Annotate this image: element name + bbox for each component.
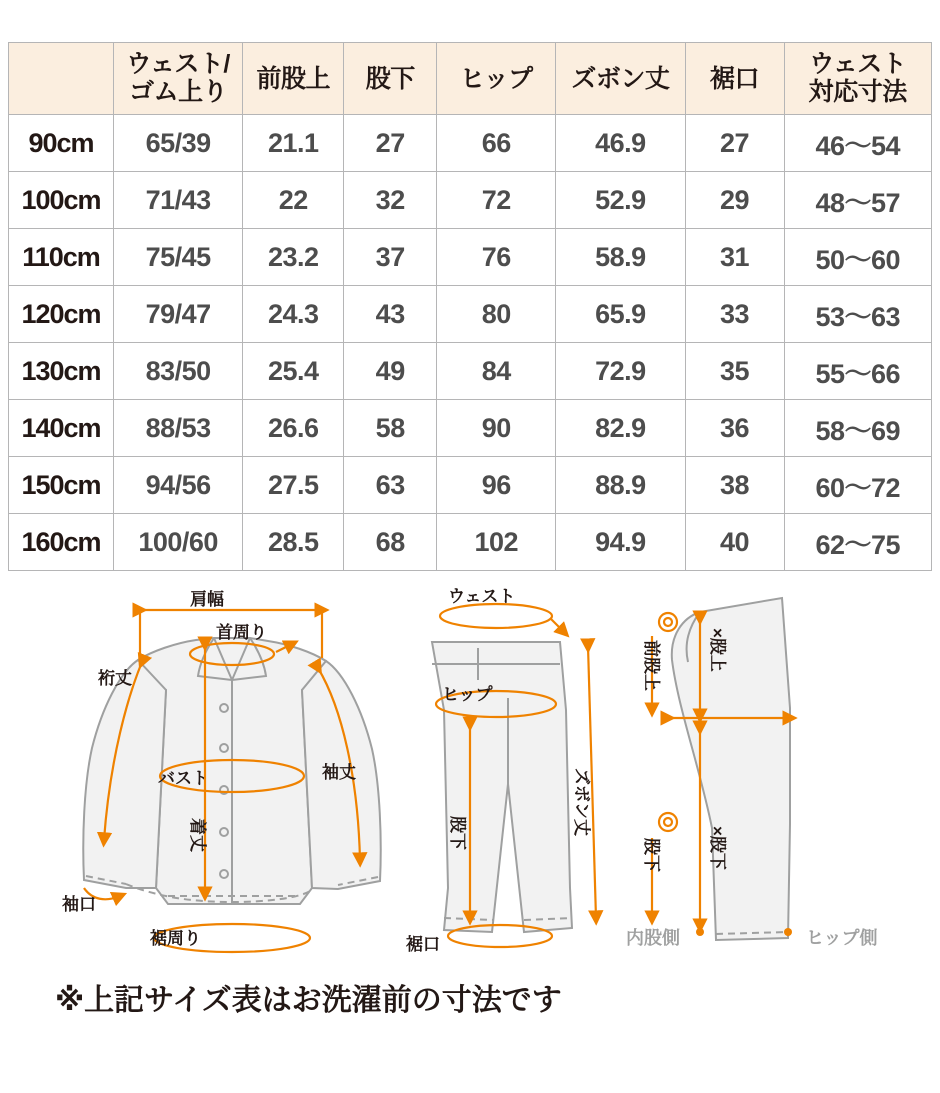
cell-inseam: 27 xyxy=(344,115,437,172)
cell-waist-range: 62〜75 xyxy=(784,514,932,571)
cell-waist-gom: 71/43 xyxy=(114,172,243,229)
cell-waist-range: 50〜60 xyxy=(784,229,932,286)
label-pants-hem: 裾口 xyxy=(406,935,440,954)
table-header-hip: ヒップ xyxy=(437,43,556,115)
table-header-waist-range xyxy=(784,43,932,115)
cell-pants-length: 88.9 xyxy=(556,457,685,514)
table-row xyxy=(9,343,932,400)
cell-hem: 33 xyxy=(685,286,784,343)
cell-waist-gom: 88/53 xyxy=(114,400,243,457)
cell-inseam: 49 xyxy=(344,343,437,400)
cell-hip: 66 xyxy=(437,115,556,172)
label-sleeve: 袖丈 xyxy=(322,763,356,782)
cell-pants-length: 58.9 xyxy=(556,229,685,286)
table-row xyxy=(9,400,932,457)
cell-waist-range: 46〜54 xyxy=(784,115,932,172)
table-row xyxy=(9,172,932,229)
label-under-rise-x: ×股下 xyxy=(708,826,727,870)
cell-pants-length: 94.9 xyxy=(556,514,685,571)
cell-hip: 96 xyxy=(437,457,556,514)
size-table-head xyxy=(9,43,932,115)
label-rise-x: ×股上 xyxy=(708,628,727,672)
label-hip-side: ヒップ側 xyxy=(806,928,878,948)
cell-waist-range: 53〜63 xyxy=(784,286,932,343)
cell-inseam: 43 xyxy=(344,286,437,343)
cell-pants-length: 46.9 xyxy=(556,115,685,172)
cell-hip: 76 xyxy=(437,229,556,286)
header-line-2: ゴム上り xyxy=(129,77,228,106)
label-inseam: 股下 xyxy=(448,816,467,850)
cell-inseam: 32 xyxy=(344,172,437,229)
label-front-rise: 前股上 xyxy=(642,640,661,691)
cell-waist-range: 60〜72 xyxy=(784,457,932,514)
cell-waist-range: 58〜69 xyxy=(784,400,932,457)
label-hip: ヒップ xyxy=(442,685,493,704)
row-size-label: 130cm xyxy=(9,343,114,400)
cell-front-rise: 25.4 xyxy=(243,343,344,400)
row-size-label: 160cm xyxy=(9,514,114,571)
cell-hip: 102 xyxy=(437,514,556,571)
cell-inseam: 63 xyxy=(344,457,437,514)
cell-waist-gom: 100/60 xyxy=(114,514,243,571)
table-row xyxy=(9,229,932,286)
cell-waist-gom: 83/50 xyxy=(114,343,243,400)
cell-pants-length: 82.9 xyxy=(556,400,685,457)
cell-front-rise: 24.3 xyxy=(243,286,344,343)
cell-waist-range: 55〜66 xyxy=(784,343,932,400)
header-line-1: ウェスト/ xyxy=(126,50,230,78)
label-shoulder: 肩幅 xyxy=(190,590,224,609)
cell-waist-gom: 79/47 xyxy=(114,286,243,343)
cell-hem: 35 xyxy=(685,343,784,400)
cell-hem: 29 xyxy=(685,172,784,229)
label-body-length: 着丈 xyxy=(188,818,207,852)
cell-front-rise: 28.5 xyxy=(243,514,344,571)
row-size-label: 100cm xyxy=(9,172,114,229)
table-header-front-rise: 前股上 xyxy=(243,43,344,115)
pants-illustration xyxy=(405,588,596,954)
table-row xyxy=(9,115,932,172)
cell-front-rise: 23.2 xyxy=(243,229,344,286)
size-table-body xyxy=(9,115,932,571)
label-under-rise: 股下 xyxy=(642,838,661,872)
table-header-row xyxy=(9,43,932,115)
row-size-label: 120cm xyxy=(9,286,114,343)
row-size-label: 110cm xyxy=(9,229,114,286)
cell-front-rise: 27.5 xyxy=(243,457,344,514)
label-inner-thigh-side: 内股側 xyxy=(626,928,680,948)
cell-inseam: 37 xyxy=(344,229,437,286)
label-cuff: 袖口 xyxy=(62,895,96,914)
cell-hem: 38 xyxy=(685,457,784,514)
table-header-hem: 裾口 xyxy=(685,43,784,115)
cell-inseam: 58 xyxy=(344,400,437,457)
cell-hip: 90 xyxy=(437,400,556,457)
table-row xyxy=(9,457,932,514)
label-hem-round: 裾周り xyxy=(150,929,201,948)
size-table-container xyxy=(8,42,932,571)
cell-front-rise: 22 xyxy=(243,172,344,229)
table-header-inseam: 股下 xyxy=(344,43,437,115)
row-size-label: 140cm xyxy=(9,400,114,457)
cell-front-rise: 21.1 xyxy=(243,115,344,172)
cell-hem: 40 xyxy=(685,514,784,571)
table-row xyxy=(9,514,932,571)
row-size-label: 90cm xyxy=(9,115,114,172)
shirt-illustration xyxy=(62,589,381,952)
cell-hip: 84 xyxy=(437,343,556,400)
table-header-size xyxy=(9,43,114,115)
table-header-waist-gom xyxy=(114,43,243,115)
measurement-diagram xyxy=(0,588,940,1008)
cell-pants-length: 52.9 xyxy=(556,172,685,229)
cell-waist-gom: 94/56 xyxy=(114,457,243,514)
table-row xyxy=(9,286,932,343)
cell-hem: 31 xyxy=(685,229,784,286)
label-yuki: 裄丈 xyxy=(98,669,132,688)
label-bust: バスト xyxy=(158,769,209,788)
cell-hip: 72 xyxy=(437,172,556,229)
table-header-pants-length: ズボン丈 xyxy=(556,43,685,115)
cell-pants-length: 72.9 xyxy=(556,343,685,400)
cell-waist-gom: 75/45 xyxy=(114,229,243,286)
header-line-2: 対応寸法 xyxy=(808,77,907,106)
cell-hip: 80 xyxy=(437,286,556,343)
footnote-text: ※上記サイズ表はお洗濯前の寸法です xyxy=(55,984,562,1017)
cell-inseam: 68 xyxy=(344,514,437,571)
label-pants-length: ズボン丈 xyxy=(572,768,591,836)
label-waist: ウェスト xyxy=(448,588,516,606)
cell-front-rise: 26.6 xyxy=(243,400,344,457)
cell-hem: 36 xyxy=(685,400,784,457)
cell-hem: 27 xyxy=(685,115,784,172)
label-neck: 首周り xyxy=(216,623,267,642)
size-table xyxy=(8,42,932,571)
pants-side-illustration xyxy=(626,598,877,948)
cell-waist-range: 48〜57 xyxy=(784,172,932,229)
cell-pants-length: 65.9 xyxy=(556,286,685,343)
header-line-1: ウェスト xyxy=(809,50,907,78)
row-size-label: 150cm xyxy=(9,457,114,514)
cell-waist-gom: 65/39 xyxy=(114,115,243,172)
